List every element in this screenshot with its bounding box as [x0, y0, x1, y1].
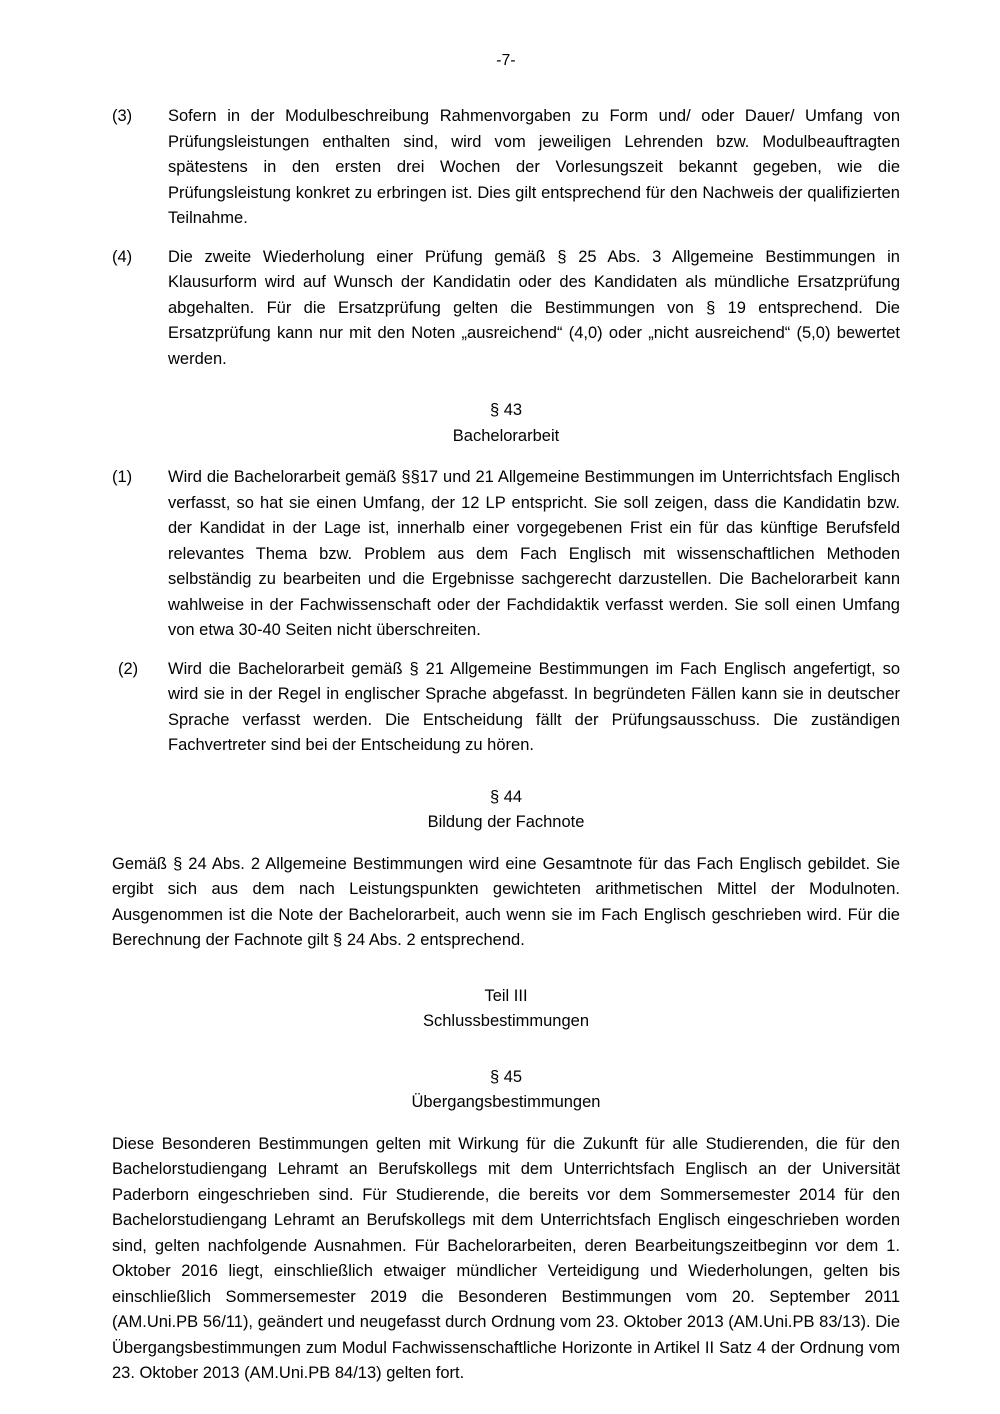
section-title: Bildung der Fachnote: [427, 813, 585, 831]
section-title: Bachelorarbeit: [452, 426, 560, 445]
paragraph-text: Wird die Bachelorarbeit gemäß §§17 und 21 Allgemeine Bestimmungen im Unterrichtsfach Englisch verfasst, so hat sie einen Umfang, der 12 LP entspricht. Sie soll zeigen, dass die Kandidatin bzw. der Kandidat in der Lage ist, innerhalb einer vorgegebenen Frist ein für das künftige Berufsfeld relevantes Thema bzw. Problem aus dem Fach Englisch mit wissenschaftlichen Methoden selbständig zu bearbeiten und die Ergebnisse sachgerecht darzustellen. Die Bachelorarbeit kann wahlweise in der Fachwissenschaft oder der Fachdidaktik verfasst werden. Sie soll einen Umfang von etwa 30-40 Seiten nicht überschreiten.: [168, 468, 900, 639]
paragraph-number: (2): [118, 659, 139, 678]
section-number: § 43: [489, 401, 523, 419]
paragraph-44-text: Gemäß § 24 Abs. 2 Allgemeine Bestimmungen wird eine Gesamtnote für das Fach Englisch gebildet. Sie ergibt sich aus dem nach Leistungspunkten gewichteten arithmetischen Mittel der Modulnoten. Ausgenommen ist die Note der Bachelorarbeit, auch wenn sie im Fach Englisch geschrieben wird. Für die Berechnung der Fachnote gilt § 24 Abs. 2 entsprechend.: [112, 854, 900, 949]
section-heading-44: [112, 785, 900, 836]
paragraph-text: Die zweite Wiederholung einer Prüfung gemäß § 25 Abs. 3 Allgemeine Bestimmungen in Klausurform wird auf Wunsch der Kandidatin oder des Kandidaten als mündliche Ersatzprüfung abgehalten. Für die Ersatzprüfung gelten die Bestimmungen von § 19 entsprechend. Die Ersatzprüfung kann nur mit den Noten „ausreichend“ (4,0) oder „nicht ausreichend“ (5,0) bewertet werden.: [168, 247, 900, 368]
paragraph-number: (4): [112, 247, 133, 266]
paragraph-43-2: [112, 657, 900, 759]
paragraph-number: (3): [112, 107, 133, 125]
section-heading-45: [112, 1065, 900, 1116]
section-title: Übergangsbestimmungen: [411, 1093, 601, 1111]
section-heading-43: [112, 398, 900, 449]
part-number: Teil III: [484, 986, 528, 1005]
section-number: § 45: [489, 1067, 523, 1086]
paragraph-text: Wird die Bachelorarbeit gemäß § 21 Allgemeine Bestimmungen im Fach Englisch angefertigt, so wird sie in der Regel in englischer Sprache abgefasst. In begründeten Fällen kann sie in deutscher Sprache verfasst werden. Die Entscheidung fällt der Prüfungsausschuss. Die zuständigen Fachvertreter sind bei der Entscheidung zu hören.: [168, 659, 900, 754]
paragraph-text: Sofern in der Modulbeschreibung Rahmenvorgaben zu Form und/ oder Dauer/ Umfang von Prüfungsleistungen enthalten sind, wird vom jeweiligen Lehrenden bzw. Modulbeauftragten spätestens in den ersten drei Wochen der Vorlesungszeit bekannt gegeben, wie die Prüfungsleistung konkret zu erbringen ist. Dies gilt entsprechend für den Nachweis der qualifizierten Teilnahme.: [168, 107, 900, 227]
paragraph-45-text: Diese Besonderen Bestimmungen gelten mit Wirkung für die Zukunft für alle Studierenden, die für den Bachelorstudiengang Lehramt an Berufskollegs mit dem Unterrichtsfach Englisch an der Universität Paderborn eingeschrieben sind. Für Studierende, die bereits vor dem Sommersemester 2014 für den Bachelorstudiengang Lehramt an Berufskollegs mit dem Unterrichtsfach Englisch eingeschrieben worden sind, gelten nachfolgende Ausnahmen. Für Bachelorarbeiten, deren Bearbeitungszeitbeginn vor dem 1. Oktober 2016 liegt, einschließlich etwaiger mündlicher Verteidigung und Wiederholungen, gelten bis einschließlich Sommersemester 2019 die Besonderen Bestimmungen vom 20. September 2011 (AM.Uni.PB 56/11), geändert und neugefasst durch Ordnung vom 23. Oktober 2013 (AM.Uni.PB 83/13). Die Übergangsbestimmungen zum Modul Fachwissenschaftliche Horizonte in Artikel II Satz 4 der Ordnung vom 23. Oktober 2013 (AM.Uni.PB 84/13) gelten fort.: [112, 1134, 900, 1382]
paragraph-3: [112, 104, 900, 232]
paragraph-4: [112, 245, 900, 373]
paragraph-43-1: [112, 465, 900, 644]
page-number: -7-: [496, 52, 516, 69]
section-heading-teil-3: [112, 984, 900, 1035]
paragraph-number: (1): [112, 468, 133, 486]
section-number: § 44: [489, 787, 523, 806]
part-title: Schlussbestimmungen: [423, 1012, 589, 1030]
